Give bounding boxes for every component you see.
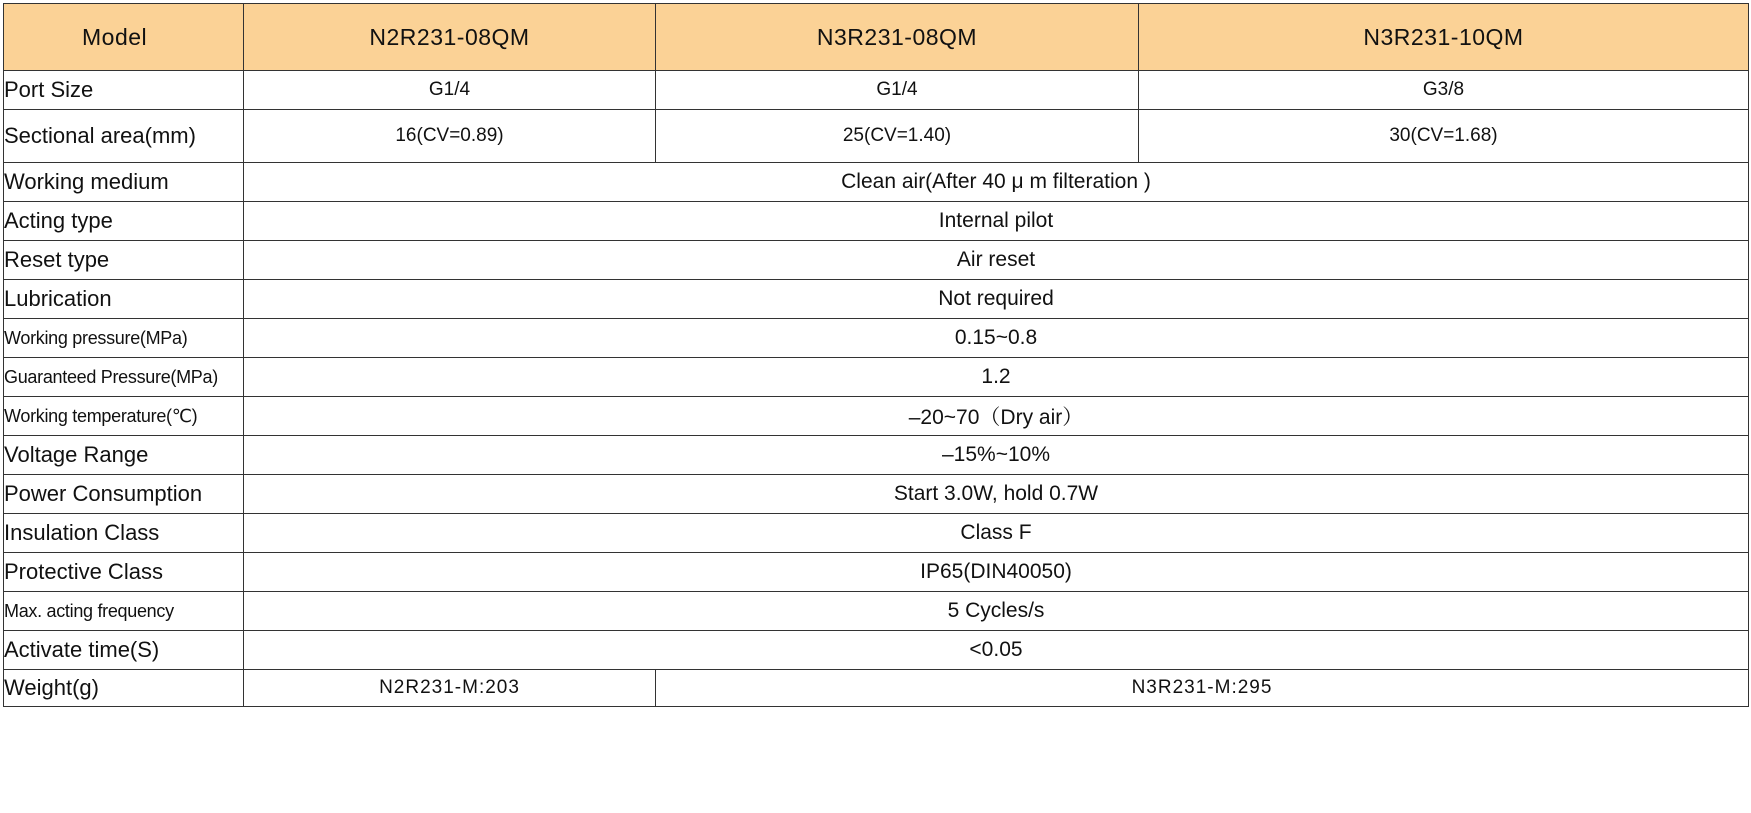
- cell-value: –20~70（Dry air）: [244, 397, 1749, 436]
- cell-value: Clean air(After 40 μ m filteration ): [244, 163, 1749, 202]
- table-row: [4, 358, 1749, 397]
- table-row: [4, 71, 1749, 110]
- cell-value: N3R231-M:295: [656, 670, 1749, 707]
- table-row: [4, 397, 1749, 436]
- cell-value: –15%~10%: [244, 436, 1749, 475]
- table-row: [4, 280, 1749, 319]
- row-label: Working pressure(MPa): [4, 319, 244, 358]
- cell-value: Internal pilot: [244, 202, 1749, 241]
- row-label: Protective Class: [4, 553, 244, 592]
- row-label: Weight(g): [4, 670, 244, 707]
- row-label: Acting type: [4, 202, 244, 241]
- row-label: Insulation Class: [4, 514, 244, 553]
- table-row: [4, 241, 1749, 280]
- row-label: Guaranteed Pressure(MPa): [4, 358, 244, 397]
- table-row: [4, 631, 1749, 670]
- table-row: [4, 514, 1749, 553]
- model-header-3: N3R231-10QM: [1139, 4, 1749, 71]
- cell-value: 1.2: [244, 358, 1749, 397]
- header-label: Model: [4, 4, 244, 71]
- row-label: Sectional area(mm): [4, 110, 244, 163]
- table-row: [4, 475, 1749, 514]
- cell-value: Not required: [244, 280, 1749, 319]
- table-row: [4, 110, 1749, 163]
- cell-value: IP65(DIN40050): [244, 553, 1749, 592]
- cell-value: 25(CV=1.40): [656, 110, 1139, 163]
- row-label: Working temperature(℃): [4, 397, 244, 436]
- row-label: Reset type: [4, 241, 244, 280]
- cell-value: 0.15~0.8: [244, 319, 1749, 358]
- model-header-1: N2R231-08QM: [244, 4, 656, 71]
- row-label: Voltage Range: [4, 436, 244, 475]
- spec-table: [3, 3, 1749, 707]
- cell-value: G3/8: [1139, 71, 1749, 110]
- table-row: [4, 553, 1749, 592]
- table-row: [4, 319, 1749, 358]
- table-row: [4, 592, 1749, 631]
- cell-value: <0.05: [244, 631, 1749, 670]
- cell-value: Start 3.0W, hold 0.7W: [244, 475, 1749, 514]
- cell-value: N2R231-M:203: [244, 670, 656, 707]
- row-label: Activate time(S): [4, 631, 244, 670]
- cell-value: 16(CV=0.89): [244, 110, 656, 163]
- table-row: [4, 163, 1749, 202]
- row-label: Port Size: [4, 71, 244, 110]
- row-label: Max. acting frequency: [4, 592, 244, 631]
- row-label: Lubrication: [4, 280, 244, 319]
- cell-value: 30(CV=1.68): [1139, 110, 1749, 163]
- table-row: [4, 436, 1749, 475]
- model-header-2: N3R231-08QM: [656, 4, 1139, 71]
- cell-value: G1/4: [244, 71, 656, 110]
- row-label: Working medium: [4, 163, 244, 202]
- table-row: [4, 670, 1749, 707]
- table-row: [4, 202, 1749, 241]
- cell-value: 5 Cycles/s: [244, 592, 1749, 631]
- cell-value: Air reset: [244, 241, 1749, 280]
- cell-value: Class F: [244, 514, 1749, 553]
- cell-value: G1/4: [656, 71, 1139, 110]
- row-label: Power Consumption: [4, 475, 244, 514]
- header-row: [4, 4, 1749, 71]
